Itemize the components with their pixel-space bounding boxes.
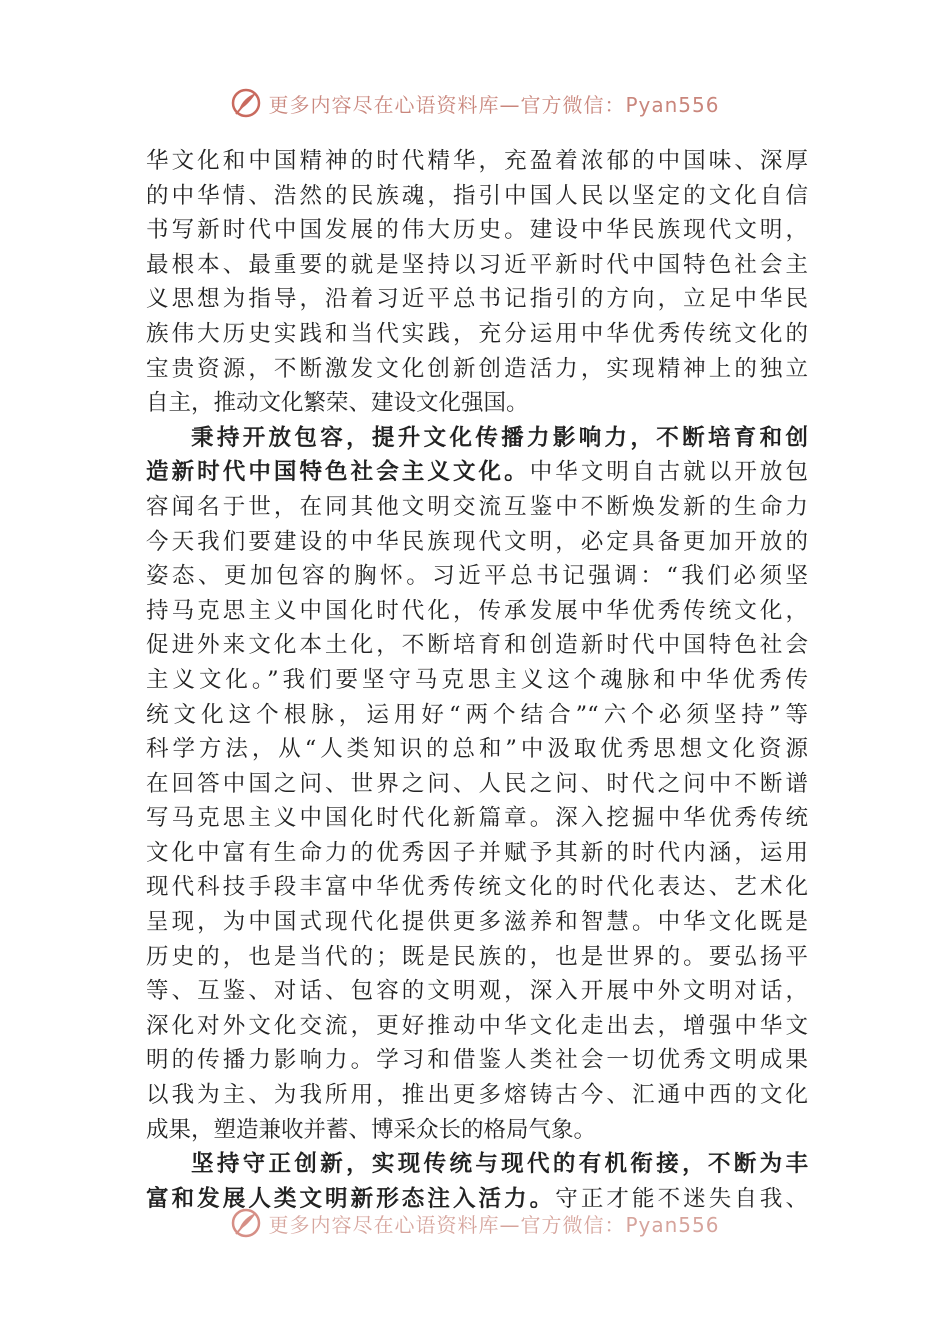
text-line: 促进外来文化本土化，不断培育和创造新时代中国特色社会 [146, 632, 808, 659]
watermark-text: 更多内容尽在心语资料库—官方微信：Pyan556 [268, 1212, 720, 1237]
text-line: 主义文化。”我们要坚守马克思主义这个魂脉和中华优秀传 [146, 666, 808, 693]
text-line: 明的传播力影响力。学习和借鉴人类社会一切优秀文明成果 [146, 1047, 808, 1074]
text-line: 族伟大历史实践和当代实践，充分运用中华优秀传统文化的 [146, 320, 808, 347]
text-line: 义思想为指导，沿着习近平总书记指引的方向，立足中华民 [146, 286, 808, 313]
text-line: 最根本、最重要的就是坚持以习近平新时代中国特色社会主 [146, 251, 808, 278]
text-line: 成果，塑造兼收并蓄、博采众长的格局气象。 [146, 1116, 597, 1143]
section-heading-line: 坚持守正创新，实现传统与现代的有机衔接，不断为丰 [191, 1151, 808, 1178]
text-line: 深化对外文化交流，更好推动中华文化走出去，增强中华文 [146, 1012, 808, 1039]
text-line: 等、互鉴、对话、包容的文明观，深入开展中外文明对话， [146, 978, 808, 1005]
section-heading-line: 富和发展人类文明新形态注入活力。守正才能不迷失自我、 [146, 1185, 808, 1212]
section-heading-line: 造新时代中国特色社会主义文化。中华文明自古就以开放包 [146, 459, 808, 486]
text-line: 华文化和中国精神的时代精华，充盈着浓郁的中国味、深厚 [146, 148, 808, 174]
text-line: 文化中富有生命力的优秀因子并赋予其新的时代内涵，运用 [146, 839, 808, 866]
text-line: 以我为主、为我所用，推出更多熔铸古今、汇通中西的文化 [146, 1082, 808, 1109]
text-line: 容闻名于世，在同其他文明交流互鉴中不断焕发新的生命力 [146, 493, 808, 520]
section-heading-line: 秉持开放包容，提升文化传播力影响力，不断培育和创 [191, 424, 808, 451]
text-line: 呈现，为中国式现代化提供更多滋养和智慧。中华文化既是 [146, 909, 808, 936]
quill-logo-icon [230, 1207, 262, 1239]
text-line: 今天我们要建设的中华民族现代文明，必定具备更加开放的 [146, 528, 808, 555]
text-line: 现代科技手段丰富中华优秀传统文化的时代化表达、艺术化 [146, 874, 808, 901]
watermark-header [0, 86, 950, 120]
text-line: 书写新时代中国发展的伟大历史。建设中华民族现代文明， [146, 217, 808, 244]
text-line: 在回答中国之问、世界之问、人民之问、时代之问中不断谱 [146, 770, 808, 797]
text-line: 写马克思主义中国化时代化新篇章。深入挖掘中华优秀传统 [146, 805, 808, 832]
text-line: 宝贵资源，不断激发文化创新创造活力，实现精神上的独立 [146, 355, 808, 382]
text-line: 统文化这个根脉，运用好“两个结合”“六个必须坚持”等 [146, 701, 808, 728]
document-body [146, 144, 808, 1216]
text-line: 科学方法，从“人类知识的总和”中汲取优秀思想文化资源 [146, 736, 808, 763]
watermark-footer [0, 1206, 950, 1240]
text-line: 持马克思主义中国化时代化，传承发展中华优秀传统文化， [146, 597, 808, 624]
watermark-text: 更多内容尽在心语资料库—官方微信：Pyan556 [268, 92, 720, 117]
quill-logo-icon [230, 87, 262, 119]
text-line: 姿态、更加包容的胸怀。习近平总书记强调：“我们必须坚 [146, 563, 808, 590]
text-line: 自主，推动文化繁荣、建设文化强国。 [146, 390, 529, 417]
text-line: 历史的，也是当代的；既是民族的，也是世界的。要弘扬平 [146, 943, 808, 970]
text-line: 的中华情、浩然的民族魂，指引中国人民以坚定的文化自信 [146, 182, 808, 209]
